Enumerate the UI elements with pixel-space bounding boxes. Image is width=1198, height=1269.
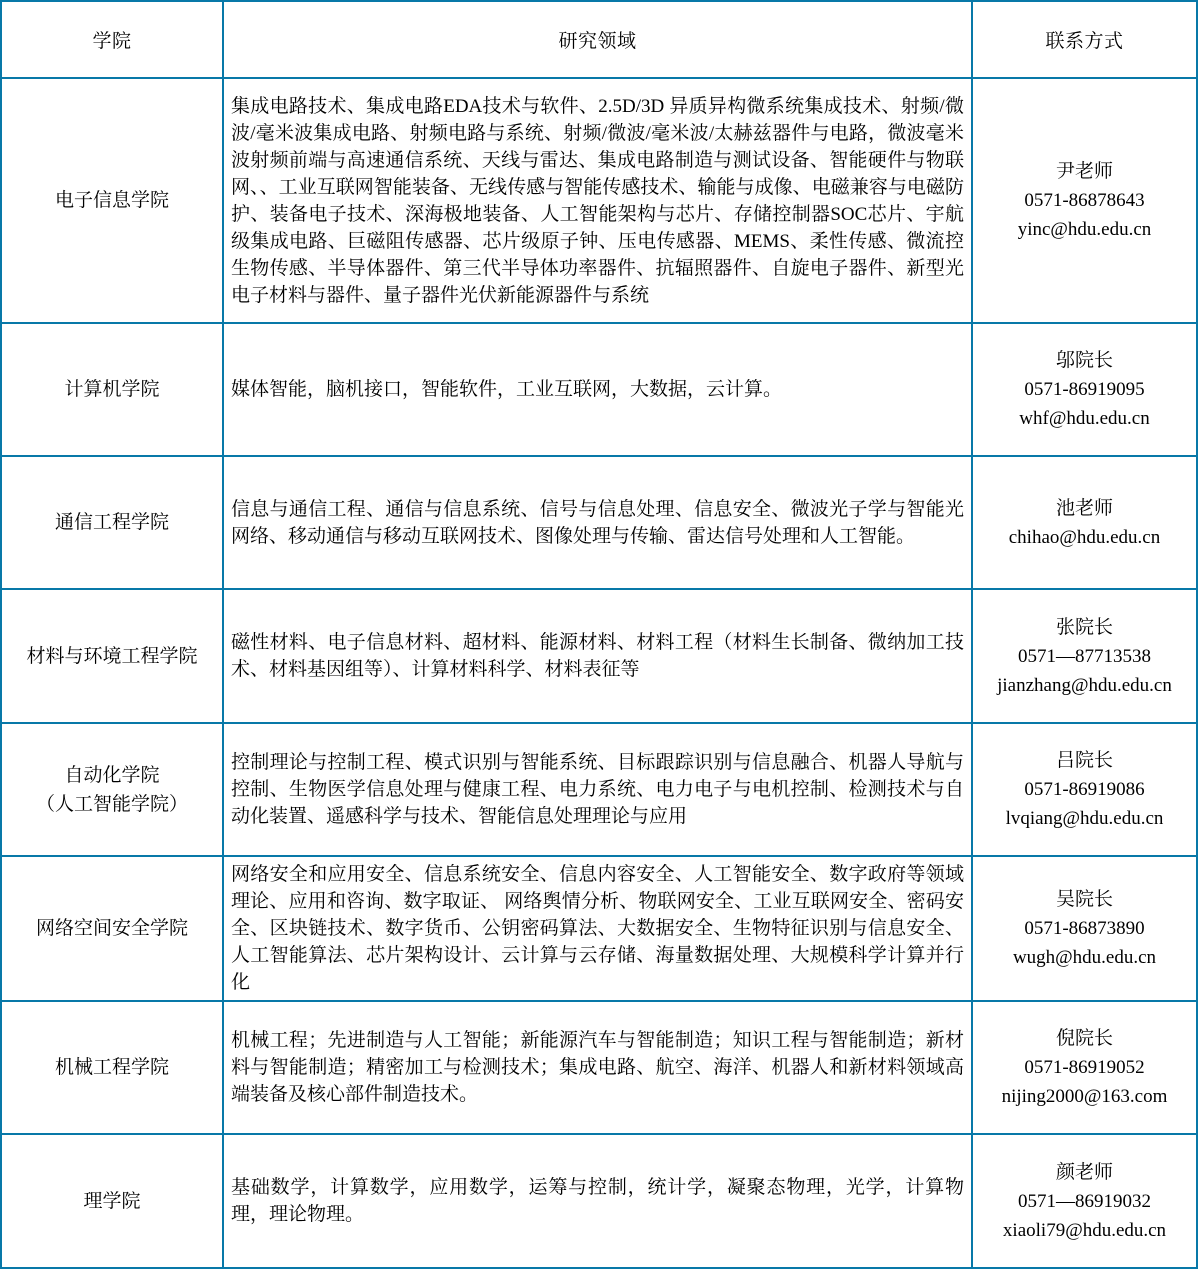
contact-cell [972, 723, 1197, 856]
college-name-cell [1, 589, 223, 723]
contact-line: xiaoli79@hdu.edu.cn [1002, 1219, 1167, 1241]
contact-line: 倪院长 [1055, 1028, 1113, 1049]
header-research-areas: 研究领域 [223, 1, 972, 78]
college-name-line: 机械工程学院 [54, 1057, 169, 1078]
contact-line: 0571-86919086 [1024, 779, 1145, 800]
contact-line: 0571—87713538 [1018, 645, 1151, 667]
table-body [1, 78, 1197, 1268]
college-name-cell [1, 78, 223, 323]
table-row [1, 856, 1197, 1001]
table-row [1, 723, 1197, 856]
college-name-cell [1, 323, 223, 456]
college-name-line: 理学院 [83, 1190, 141, 1212]
table-row [1, 78, 1197, 323]
header-row [1, 1, 1197, 78]
contact-cell [972, 1134, 1197, 1268]
contact-line: 张院长 [1055, 616, 1113, 638]
college-name-line: （人工智能学院） [35, 793, 188, 815]
college-name-cell [1, 856, 223, 1001]
college-name-line: 电子信息学院 [54, 190, 169, 211]
research-areas-cell: 网络安全和应用安全、信息系统安全、信息内容安全、人工智能安全、数字政府等领域理论、应用和咨询、数字取证、 网络舆情分析、物联网安全、工业互联网安全、密码安全、区块链技术、数字货币、公钥密码算法、大数据安全、生物特征识别与信息安全、人工智能算法、芯片架构设计、云计算与云存储、海量数据处理、大规模科学计算并行化 [223, 856, 972, 1001]
contact-cell [972, 589, 1197, 723]
header-college: 学院 [1, 1, 223, 78]
contact-cell [972, 456, 1197, 589]
research-areas-cell: 机械工程；先进制造与人工智能；新能源汽车与智能制造；知识工程与智能制造；新材料与智能制造；精密加工与检测技术；集成电路、航空、海洋、机器人和新材料领域高端装备及核心部件制造技术。 [223, 1001, 972, 1134]
research-areas-cell: 媒体智能，脑机接口，智能软件，工业互联网，大数据，云计算。 [223, 323, 972, 456]
research-areas-cell: 磁性材料、电子信息材料、超材料、能源材料、材料工程（材料生长制备、微纳加工技术、材料基因组等）、计算材料科学、材料表征等 [223, 589, 972, 723]
contact-line: 0571-86873890 [1024, 918, 1145, 939]
header-contact: 联系方式 [972, 1, 1197, 78]
contact-line: 尹老师 [1055, 161, 1113, 182]
contact-line: 池老师 [1055, 497, 1113, 519]
college-name-line: 材料与环境工程学院 [26, 645, 198, 667]
college-name-line: 通信工程学院 [54, 512, 169, 533]
contact-line: jianzhang@hdu.edu.cn [997, 674, 1172, 696]
college-name-cell [1, 723, 223, 856]
contact-line: 0571-86919052 [1024, 1057, 1145, 1078]
college-name-line: 网络空间安全学院 [35, 918, 188, 939]
college-name-cell [1, 1134, 223, 1268]
contact-line: chihao@hdu.edu.cn [1008, 526, 1161, 548]
contact-line: 0571-86878643 [1024, 190, 1145, 211]
contact-line: 0571-86919095 [1024, 379, 1145, 400]
research-areas-cell: 信息与通信工程、通信与信息系统、信号与信息处理、信息安全、微波光子学与智能光网络、移动通信与移动互联网技术、图像处理与传输、雷达信号处理和人工智能。 [223, 456, 972, 589]
contact-line: 颜老师 [1055, 1161, 1113, 1183]
contact-line: lvqiang@hdu.edu.cn [1005, 808, 1164, 829]
college-name-line: 计算机学院 [64, 379, 160, 400]
table-row [1, 323, 1197, 456]
table-row [1, 1134, 1197, 1268]
research-areas-cell: 控制理论与控制工程、模式识别与智能系统、目标跟踪识别与信息融合、机器人导航与控制、生物医学信息处理与健康工程、电力系统、电力电子与电机控制、检测技术与自动化装置、遥感科学与技术、智能信息处理理论与应用 [223, 723, 972, 856]
contact-line: 吕院长 [1055, 750, 1113, 771]
contact-cell [972, 856, 1197, 1001]
contact-line: yinc@hdu.edu.cn [1017, 219, 1152, 240]
table-row [1, 1001, 1197, 1134]
contact-line: 邬院长 [1055, 350, 1113, 371]
college-name-line: 自动化学院 [64, 764, 160, 786]
college-name-cell [1, 1001, 223, 1134]
table-header [1, 1, 1197, 78]
contact-cell [972, 78, 1197, 323]
contact-line: nijing2000@163.com [1001, 1086, 1168, 1107]
contact-line: 0571—86919032 [1018, 1190, 1151, 1212]
contact-line: wugh@hdu.edu.cn [1012, 947, 1157, 968]
contact-line: whf@hdu.edu.cn [1019, 408, 1150, 429]
contact-cell [972, 323, 1197, 456]
contact-line: 吴院长 [1055, 889, 1113, 910]
college-name-cell [1, 456, 223, 589]
research-areas-cell: 基础数学，计算数学，应用数学，运筹与控制，统计学，凝聚态物理，光学，计算物理，理论物理。 [223, 1134, 972, 1268]
research-areas-cell: 集成电路技术、集成电路EDA技术与软件、2.5D/3D 异质异构微系统集成技术、射频/微波/毫米波集成电路、射频电路与系统、射频/微波/毫米波/太赫兹器件与电路，微波毫米波射频前端与高速通信系统、天线与雷达、集成电路制造与测试设备、智能硬件与物联网、、工业互联网智能装备、无线传感与智能传感技术、输能与成像、电磁兼容与电磁防护、装备电子技术、深海极地装备、人工智能架构与芯片、存储控制器SOC芯片、宇航级集成电路、巨磁阻传感器、芯片级原子钟、压电传感器、MEMS、柔性传感、微流控生物传感、半导体器件、第三代半导体功率器件、抗辐照器件、自旋电子器件、新型光电子材料与器件、量子器件光伏新能源器件与系统 [223, 78, 972, 323]
table-row [1, 589, 1197, 723]
table-row [1, 456, 1197, 589]
contact-cell [972, 1001, 1197, 1134]
